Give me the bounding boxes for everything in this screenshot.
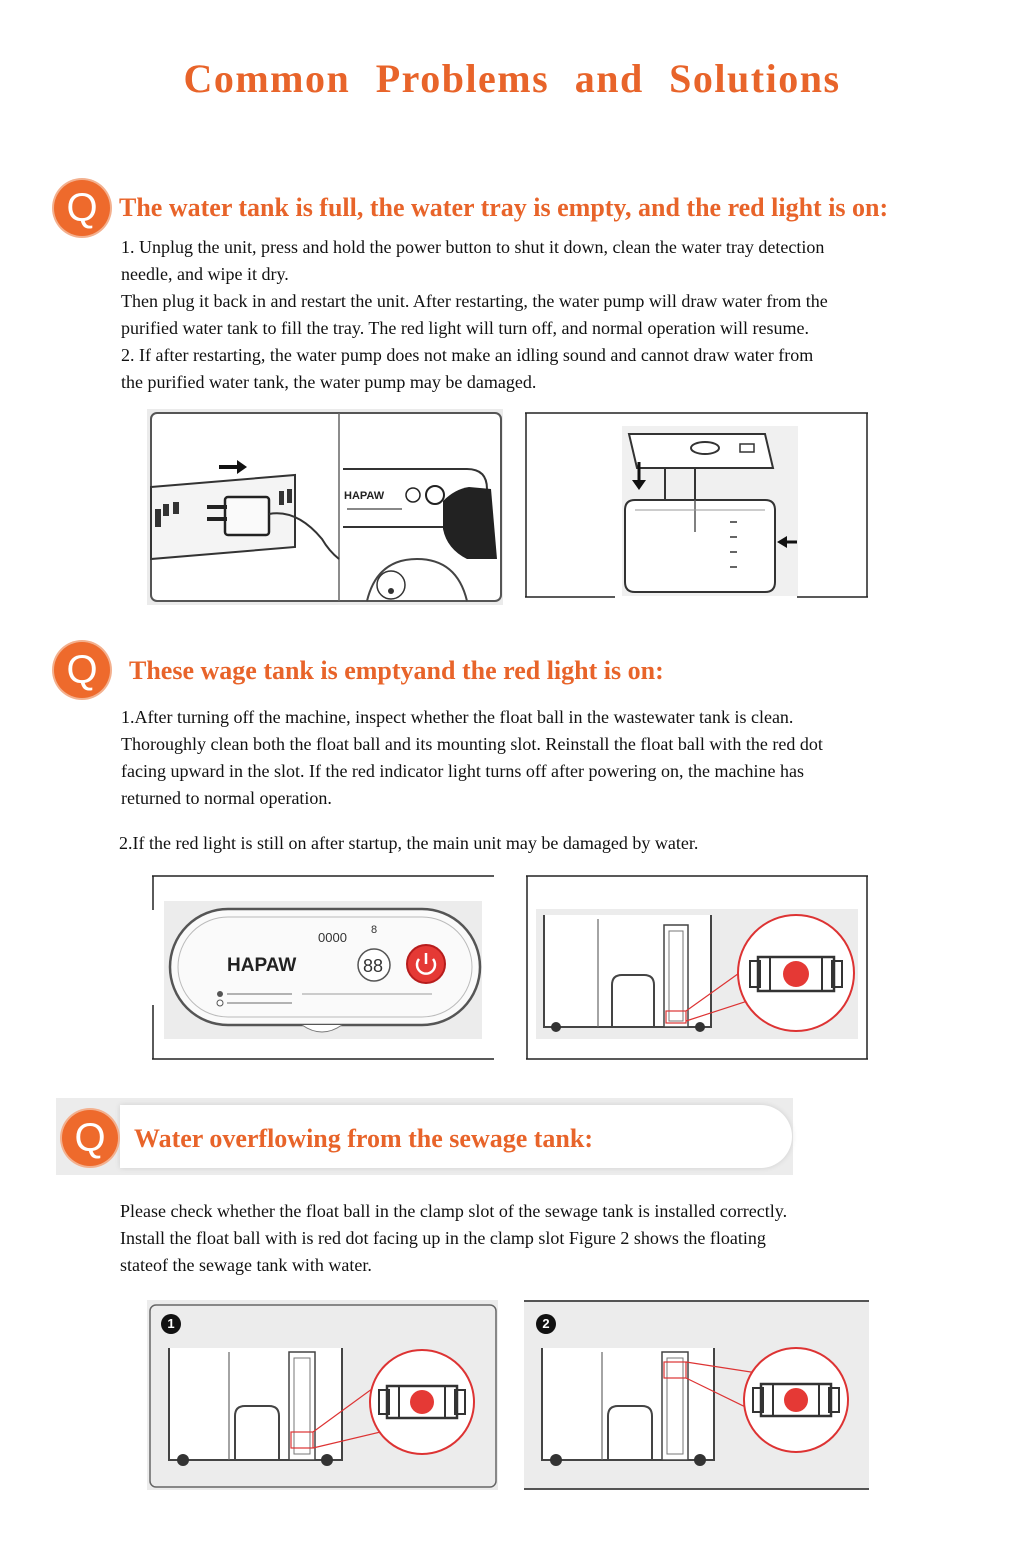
section-1-heading: The water tank is full, the water tray is empty, and the red light is on: (119, 193, 889, 222)
section-3-heading: Water overflowing from the sewage tank: (134, 1124, 594, 1153)
panel-brand: HAPAW (227, 955, 297, 976)
figure-float-normal (147, 1300, 498, 1490)
figure-control-panel (152, 875, 494, 1060)
float-normal-illustration (147, 1300, 498, 1490)
q-badge-3: Q (62, 1110, 118, 1166)
figure-float-ball (526, 875, 868, 1060)
figure-float-floating (524, 1300, 869, 1490)
figure-tank-assembly (525, 412, 868, 598)
control-panel-illustration (152, 875, 494, 1060)
float-ball-illustration (526, 875, 868, 1060)
unplug-illustration (147, 409, 503, 605)
page-title: Common Problems and Solutions (183, 56, 841, 101)
figure-unplug-power (147, 409, 503, 605)
panel-display: 88 (363, 956, 384, 976)
figure-number-2: 2 (536, 1314, 556, 1334)
section-2-heading: These wage tank is emptyand the red light is on: (129, 656, 664, 685)
tank-illustration (525, 412, 868, 598)
float-floating-illustration (524, 1300, 869, 1490)
figure-number-1: 1 (161, 1314, 181, 1334)
section-1-text: 1. Unplug the unit, press and hold the power button to shut it down, clean the water tray detection needle, and wipe it dry. Then plug it back in and restart the unit. After restarting, the water pump will draw water from the purified water tank to fill the tray. The red light will turn off, and normal operation will resume. 2. If after restarting, the water pump does not make an idling sound and cannot draw water from the purified water tank, the water pump may be damaged. (121, 237, 828, 392)
panel-digits: 0000 (318, 930, 347, 945)
section-2-text-1: 1.After turning off the machine, inspect whether the float ball in the wastewater tank is clean. Thoroughly clean both the float ball and its mounting slot. Reinstall the float ball with the red dot facing upward in the slot. If the red indicator light turns off after powering on, the machine has returned to normal operation. (121, 707, 823, 808)
figure-brand-label: HAPAW (344, 490, 385, 502)
q-badge-2: Q (54, 642, 110, 698)
panel-small-digit: 8 (371, 924, 378, 936)
section-3-text: Please check whether the float ball in the clamp slot of the sewage tank is installed correctly. Install the float ball with is red dot facing up in the clamp slot Figure 2 shows the floating stateof the sewage tank with water. (120, 1201, 788, 1275)
section-2-text-2: 2.If the red light is still on after startup, the main unit may be damaged by water. (119, 833, 699, 853)
q-badge-1: Q (54, 180, 110, 236)
